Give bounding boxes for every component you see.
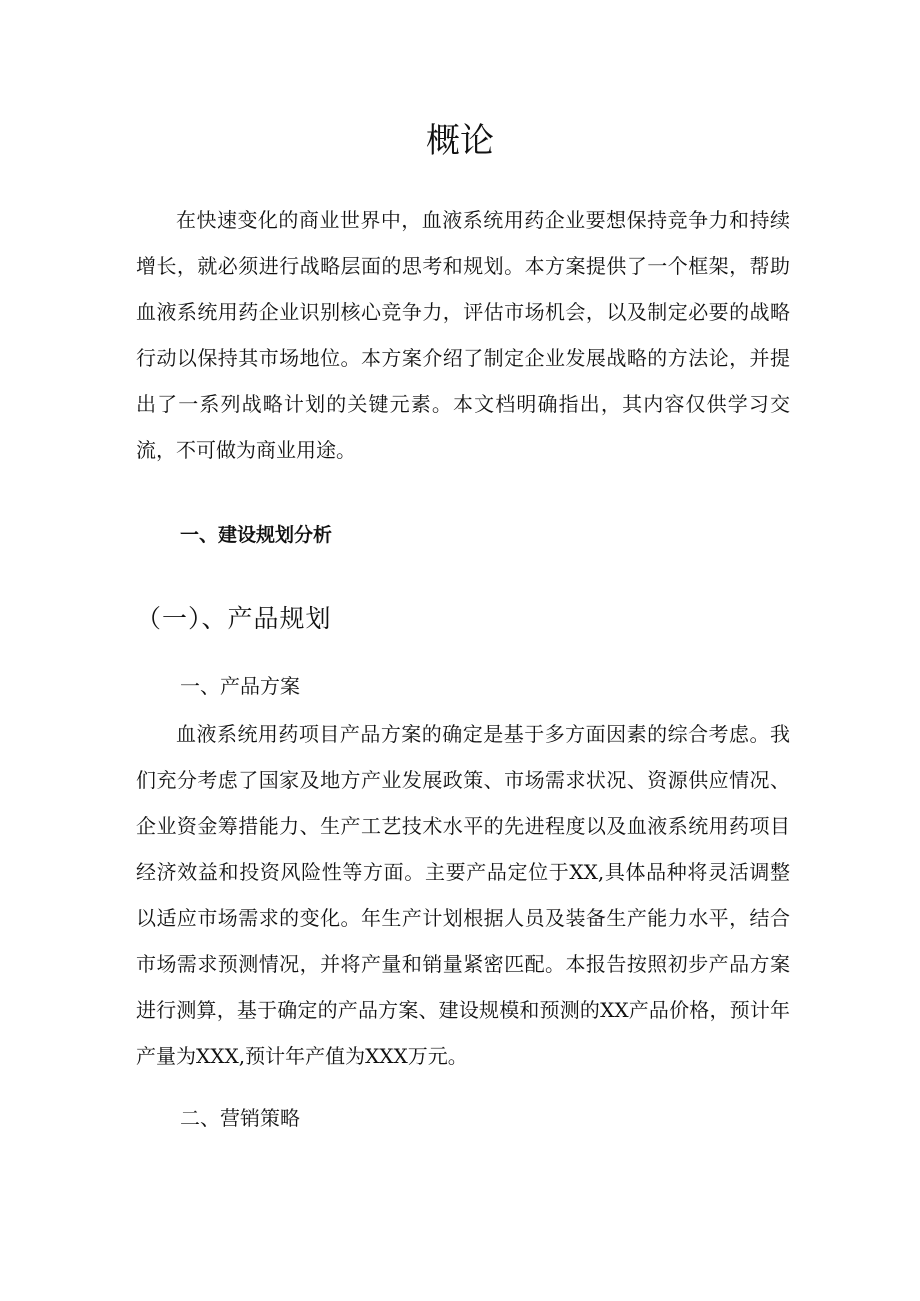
document-title: 概论 [426,121,494,161]
product-plan-paragraph: 血液系统用药项目产品方案的确定是基于多方面因素的综合考虑。我们充分考虑了国家及地方产业发展政策、市场需求状况、资源供应情况、企业资金筹措能力、生产工艺技术水平的先进程度以及血液系统用药项目经济效益和投资风险性等方面。主要产品定位于XX,具体品种将灵活调整以适应市场需求的变化。年生产计划根据人员及装备生产能力水平，结合市场需求预测情况，并将产量和销量紧密匹配。本报告按照初步产品方案进行测算，基于确定的产品方案、建设规模和预测的XX产品价格，预计年产量为XXX,预计年产值为XXX万元。 [136,722,790,1068]
item-heading-marketing-strategy: 二、营销策略 [180,1106,300,1130]
intro-paragraph: 在快速变化的商业世界中，血液系统用药企业要想保持竞争力和持续增长，就必须进行战略层面的思考和规划。本方案提供了一个框架，帮助血液系统用药企业识别核心竞争力，评估市场机会，以及制定必要的战略行动以保持其市场地位。本方案介绍了制定企业发展战略的方法论，并提出了一系列战略计划的关键元素。本文档明确指出，其内容仅供学习交流，不可做为商业用途。 [136,208,790,462]
section-heading-construction-planning: 一、建设规划分析 [180,524,333,546]
subsection-heading-product-planning: （一）、产品规划 [136,604,332,633]
item-heading-product-plan: 一、产品方案 [180,674,300,698]
